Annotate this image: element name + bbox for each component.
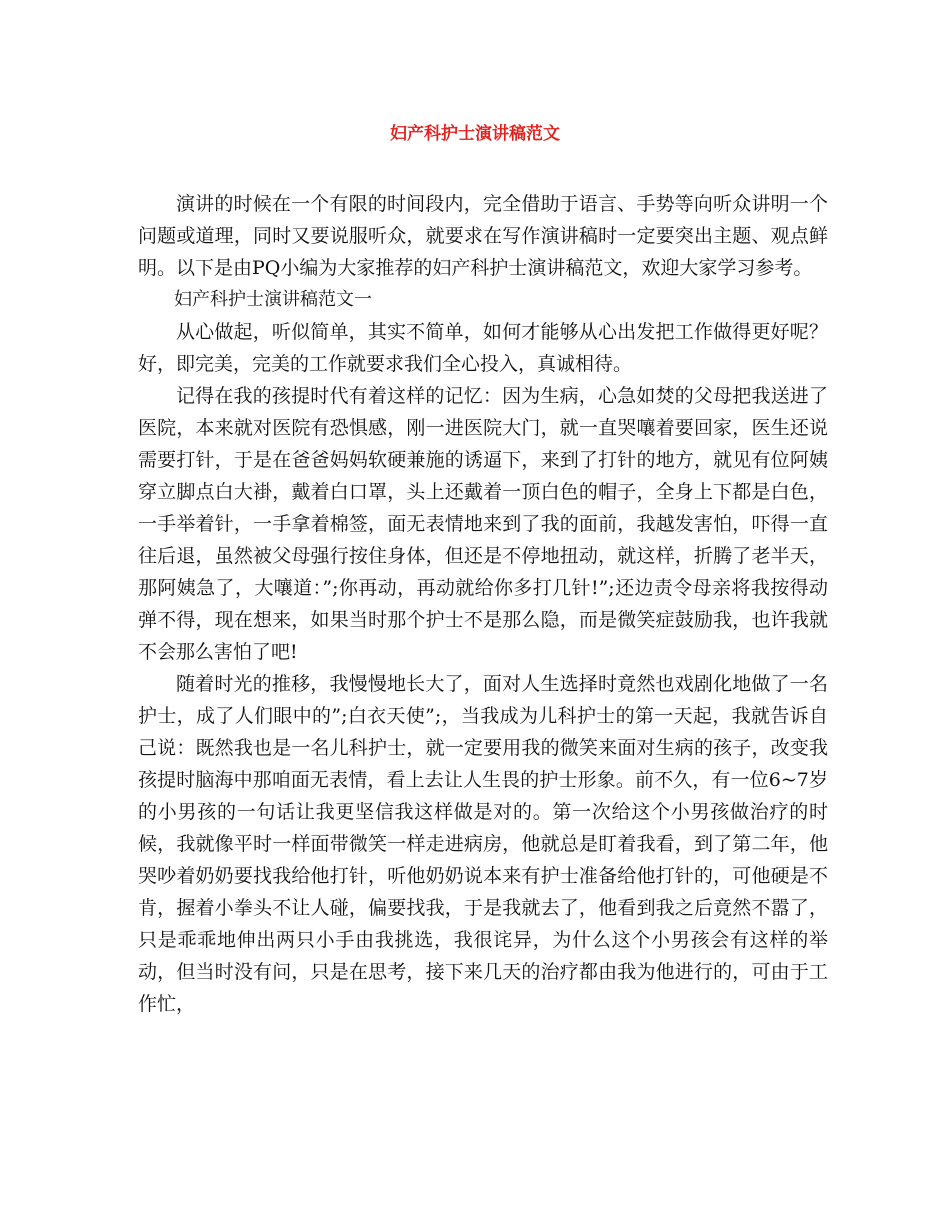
document-body — [138, 188, 828, 1020]
body-paragraph: 记得在我的孩提时代有着这样的记忆：因为生病，心急如焚的父母把我送进了医院，本来就对医院有恐惧感，刚一进医院大门，就一直哭嚷着要回家，医生还说需要打针，于是在爸爸妈妈软硬兼施的诱逼下，来到了打针的地方，就见有位阿姨穿立脚点白大褂，戴着白口罩，头上还戴着一顶白色的帽子，全身上下都是白色，一手举着针，一手拿着棉签，面无表情地来到了我的面前，我越发害怕，吓得一直往后退，虽然被父母强行按住身体，但还是不停地扭动，就这样，折腾了老半天，那阿姨急了，大嚷道：”;你再动，再动就给你多打几针!”;还边责令母亲将我按得动弹不得，现在想来，如果当时那个护士不是那么隐，而是微笑症鼓励我，也许我就不会那么害怕了吧! — [138, 385, 828, 663]
body-paragraph: 随着时光的推移，我慢慢地长大了，面对人生选择时竟然也戏剧化地做了一名护士，成了人们眼中的”;白衣天使”;，当我成为儿科护士的第一天起，我就告诉自己说：既然我也是一名儿科护士，就一定要用我的微笑来面对生病的孩子，改变我孩提时脑海中那咱面无表情，看上去让人生畏的护士形象。前不久，有一位6~7岁的小男孩的一句话让我更坚信我这样做是对的。第一次给这个小男孩做治疗的时候，我就像平时一样面带微笑一样走进病房，他就总是盯着我看，到了第二年，他哭吵着奶奶要找我给他打针，听他奶奶说本来有护士准备给他打针的，可他硬是不肯，握着小拳头不让人碰，偏要找我，于是我就去了，他看到我之后竟然不嚣了，只是乖乖地伸出两只小手由我挑选，我很诧异，为什么这个小男孩会有这样的举动，但当时没有问，只是在思考，接下来几天的治疗都由我为他进行的，可由于工作忙， — [138, 673, 828, 1015]
document-title: 妇产科护士演讲稿范文 — [390, 124, 560, 144]
section-heading: 妇产科护士演讲稿范文一 — [174, 289, 372, 310]
intro-paragraph: 演讲的时候在一个有限的时间段内，完全借助于语言、手势等向听众讲明一个问题或道理，同时又要说服听众，就要求在写作演讲稿时一定要突出主题、观点鲜明。以下是由PQ小编为大家推荐的妇产科护士演讲稿范文，欢迎大家学习参考。 — [138, 193, 828, 279]
body-paragraph: 从心做起，听似简单，其实不简单，如何才能够从心出发把工作做得更好呢？好，即完美，完美的工作就要求我们全心投入，真诚相待。 — [138, 321, 828, 375]
